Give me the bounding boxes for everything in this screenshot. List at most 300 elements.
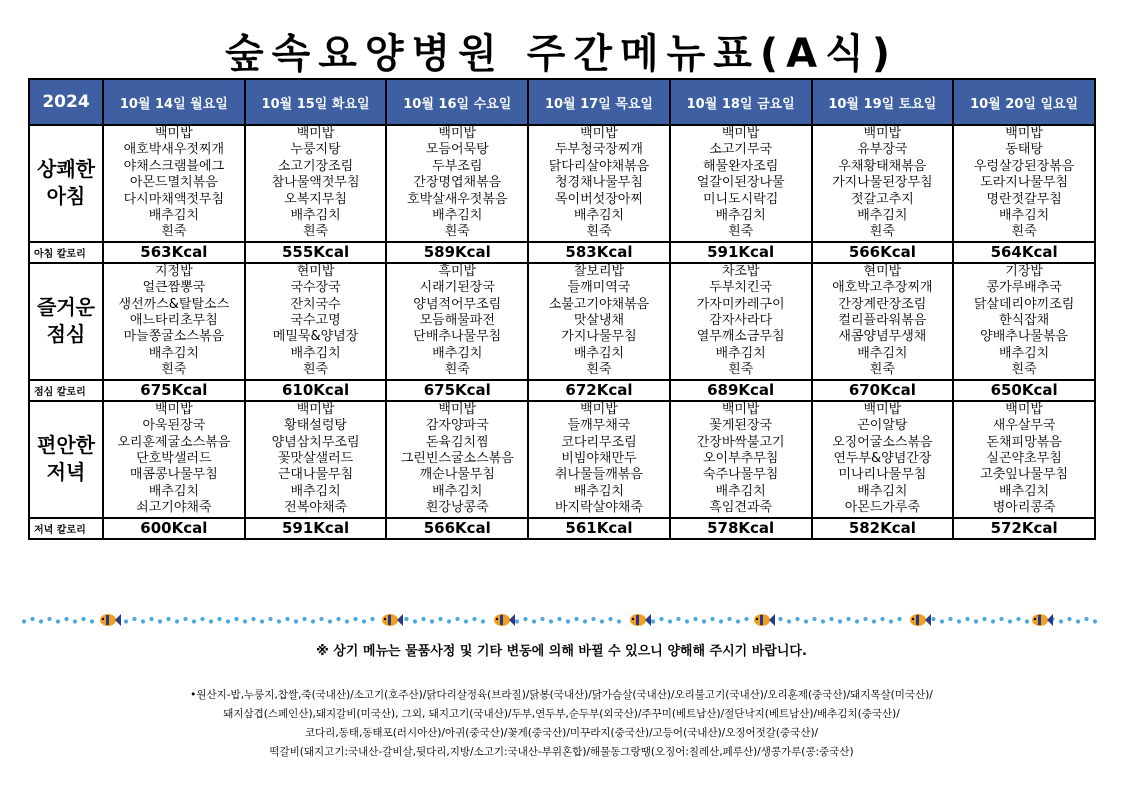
menu-item: 백미밥: [863, 401, 902, 417]
menu-item: 현미밥: [863, 263, 902, 279]
bubble-icon: [744, 617, 748, 621]
bubble-icon: [81, 617, 85, 621]
bubble-icon: [591, 617, 595, 621]
dinner-menu-cell: [528, 401, 670, 518]
menu-item: 해물완자조림: [702, 158, 779, 174]
menu-item: 배추김치: [998, 208, 1050, 224]
weekly-menu-table: [28, 78, 1096, 540]
header-row: [29, 79, 1095, 125]
bubble-icon: [158, 619, 162, 623]
menu-item: 백미밥: [721, 126, 760, 141]
menu-item: 애느타리초무침: [129, 313, 218, 329]
menu-item: 전복야채죽: [284, 500, 347, 516]
bubble-icon: [1008, 619, 1012, 623]
day-header-fri: 10월 18일 금요일: [670, 79, 812, 125]
menu-item: 우렁살강된장볶음: [973, 158, 1075, 174]
bubble-icon: [192, 619, 196, 623]
calorie-value: 650Kcal: [953, 380, 1095, 401]
fish-icon: [494, 614, 515, 626]
bubble-icon: [1025, 619, 1029, 623]
menu-item: 꽃맛살샐러드: [277, 450, 354, 466]
fish-icon: [382, 614, 403, 626]
bubble-icon: [821, 619, 825, 623]
menu-item: 가지나물된장무침: [832, 175, 933, 191]
bubble-icon: [659, 617, 663, 621]
menu-item: 현미밥: [296, 263, 335, 279]
bubble-icon: [999, 617, 1003, 621]
menu-item: 미나리나물무침: [838, 467, 927, 483]
bubble-icon: [693, 617, 697, 621]
menu-item: 모듬어묵탕: [425, 142, 489, 158]
menu-item: 배추김치: [998, 483, 1050, 499]
bubble-icon: [948, 617, 952, 621]
calorie-label: 점심 칼로리: [29, 380, 103, 401]
menu-item: 시래기된장국: [419, 280, 495, 296]
menu-item: 깨순나물무침: [419, 467, 495, 483]
calorie-label: 아침 칼로리: [29, 242, 103, 263]
menu-item: 양배추나물볶음: [980, 329, 1069, 345]
menu-item: 닭살데리야끼조림: [973, 296, 1075, 312]
menu-item: 배추김치: [432, 483, 483, 499]
menu-item: 꽃게된장국: [709, 418, 773, 434]
lunch-menu-cell: [953, 263, 1095, 380]
bubble-icon: [1067, 617, 1071, 621]
menu-item: 흰죽: [586, 362, 612, 378]
menu-item: 목이버섯장아찌: [555, 191, 643, 207]
calorie-value: 610Kcal: [245, 380, 387, 401]
menu-item: 젓갈고추지: [850, 191, 914, 207]
origin-line: •원산지-밥,누룽지,찹쌀,죽(국내산)/소고기(호주산)/닭다리살정육(브라질)/닭봉(국내산)/닭가슴살(국내산)/오리불고기(국내산)/오리훈제(중국산)/돼지목살(미국산)/: [190, 689, 933, 701]
bubble-icon: [30, 617, 34, 621]
menu-item: 배추김치: [148, 345, 199, 361]
origin-line: 돼지삼겹(스페인산),돼지갈비(미국산), 그외, 돼지고기(국내산)/두부,연두부,순두부(외국산)/주꾸미(베트남산)/절단낙지(베트남산)/배추김치(중국산)/: [223, 708, 900, 720]
bubble-icon: [200, 617, 204, 621]
menu-item: 매콤콩나물무침: [129, 467, 218, 483]
menu-item: 잔치국수: [290, 296, 341, 312]
breakfast-menu-cell: [245, 125, 387, 242]
menu-item: 배추김치: [432, 345, 483, 361]
bubble-icon: [829, 617, 833, 621]
menu-item: 배추김치: [573, 208, 625, 224]
lunch-calorie-row: [29, 380, 1095, 401]
fish-icon: [630, 614, 651, 626]
menu-item: 배추김치: [290, 345, 341, 361]
menu-item: 간장계란장조림: [838, 296, 927, 312]
bubble-icon: [863, 617, 867, 621]
menu-item: 흰죽: [302, 224, 329, 240]
dinner-row: [29, 401, 1095, 518]
bubble-icon: [727, 617, 731, 621]
menu-item: 백미밥: [296, 126, 335, 141]
menu-item: 백미밥: [580, 401, 618, 417]
menu-item: 백미밥: [438, 126, 477, 141]
menu-item: 배추김치: [573, 483, 625, 499]
bubble-icon: [838, 619, 842, 623]
menu-item: 누룽지탕: [290, 142, 341, 158]
calorie-value: 563Kcal: [103, 242, 245, 263]
bubble-icon: [617, 619, 621, 623]
dinner-calorie-row: [29, 518, 1095, 539]
bubble-icon: [251, 617, 255, 621]
day-header-wed: 10월 16일 수요일: [386, 79, 528, 125]
menu-item: 배추김치: [857, 208, 908, 224]
menu-item: 백미밥: [155, 126, 193, 141]
menu-item: 닭다리살야채볶음: [548, 158, 650, 174]
fish-icon: [910, 614, 931, 626]
menu-item: 아욱된장국: [142, 418, 206, 434]
menu-item: 도라지나물무침: [980, 175, 1069, 191]
breakfast-menu-cell: [386, 125, 528, 242]
bubble-icon: [39, 619, 43, 623]
calorie-value: 564Kcal: [953, 242, 1095, 263]
menu-item: 감자사라다: [709, 313, 773, 329]
lunch-row: [29, 263, 1095, 380]
bubble-icon: [651, 619, 655, 623]
calorie-value: 675Kcal: [386, 380, 528, 401]
fish-icon: [100, 614, 121, 626]
menu-item: 양념적어무조림: [413, 296, 502, 312]
bubble-icon: [294, 619, 298, 623]
bubble-icon: [47, 617, 51, 621]
calorie-value: 591Kcal: [245, 518, 387, 539]
menu-item: 백미밥: [580, 126, 618, 141]
lunch-menu-cell: [812, 263, 954, 380]
menu-item: 우채황태채볶음: [838, 158, 927, 174]
bubble-icon: [268, 617, 272, 621]
day-header-sun: 10월 20일 일요일: [953, 79, 1095, 125]
lunch-menu-cell: [386, 263, 528, 380]
bubble-icon: [991, 619, 995, 623]
bubble-icon: [940, 619, 944, 623]
menu-item: 백미밥: [438, 401, 477, 417]
bubble-icon: [1016, 617, 1020, 621]
bubble-icon: [523, 617, 527, 621]
bubble-icon: [702, 619, 706, 623]
menu-item: 흰강낭콩죽: [425, 500, 489, 516]
menu-item: 오징어굴소스볶음: [832, 434, 933, 450]
calorie-value: 689Kcal: [670, 380, 812, 401]
menu-item: 흰죽: [444, 224, 470, 240]
bubble-icon: [464, 619, 468, 623]
menu-item: 명란젓갈무침: [986, 191, 1062, 207]
bubble-icon: [132, 617, 136, 621]
bubble-icon: [1093, 619, 1097, 623]
menu-item: 황태설렁탕: [284, 418, 347, 434]
menu-item: 가자미카레구이: [696, 296, 785, 312]
bubble-icon: [285, 617, 289, 621]
menu-item: 소고기무국: [709, 142, 773, 158]
bubble-icon: [1059, 619, 1063, 623]
calorie-value: 675Kcal: [103, 380, 245, 401]
bubble-icon: [778, 617, 782, 621]
bubble-icon: [804, 619, 808, 623]
menu-item: 유부장국: [857, 142, 908, 158]
bubble-icon: [515, 619, 519, 623]
menu-item: 두부치킨국: [709, 280, 773, 296]
bubble-icon: [897, 617, 901, 621]
menu-item: 두부청국장찌개: [555, 142, 643, 158]
menu-item: 컬리플라워볶음: [838, 313, 927, 329]
menu-item: 배추김치: [573, 345, 625, 361]
lunch-label: [29, 263, 103, 380]
menu-item: 흰죽: [444, 362, 470, 378]
meal-label-line: 아침: [46, 184, 86, 209]
calorie-value: 561Kcal: [528, 518, 670, 539]
menu-item: 소고기장조림: [277, 158, 354, 174]
menu-item: 취나물들깨볶음: [555, 467, 643, 483]
bubble-icon: [795, 617, 799, 621]
menu-item: 돈육김치찜: [425, 434, 489, 450]
menu-item: 메밀묵&양념장: [272, 329, 359, 345]
bubble-icon: [1076, 619, 1080, 623]
bubble-icon: [430, 619, 434, 623]
menu-item: 백미밥: [155, 401, 193, 417]
bubble-icon: [600, 619, 604, 623]
menu-item: 배추김치: [432, 208, 483, 224]
bubble-icon: [319, 617, 323, 621]
bubble-icon: [370, 617, 374, 621]
bubble-icon: [302, 617, 306, 621]
bubble-icon: [532, 619, 536, 623]
page-title: 숲속요양병원 주간메뉴표(A식): [224, 31, 899, 77]
bubble-icon: [124, 619, 128, 623]
menu-item: 얼큰짬뽕국: [142, 280, 206, 296]
calorie-value: 572Kcal: [953, 518, 1095, 539]
menu-item: 지정밥: [155, 263, 193, 279]
menu-item: 맛살냉채: [573, 313, 625, 329]
menu-item: 그린빈스굴소스볶음: [400, 450, 514, 466]
bubble-icon: [260, 619, 264, 623]
menu-item: 코다리무조림: [561, 434, 637, 450]
menu-item: 들깨미역국: [567, 280, 631, 296]
origin-line: 떡갈비(돼지고기:국내산-갈비살,뒷다리,지방/소고기:국내산-부위혼합)/해물동그랑땡(오징어:칠레산,페루산)/생콩가루(콩:중국산): [269, 746, 854, 758]
menu-item: 배추김치: [148, 208, 199, 224]
bubble-icon: [481, 619, 485, 623]
menu-item: 고춧잎나물무침: [980, 467, 1069, 483]
menu-item: 곤이알탕: [857, 418, 908, 434]
menu-item: 호박살새우젓볶음: [407, 191, 508, 207]
breakfast-calorie-row: [29, 242, 1095, 263]
bubble-icon: [965, 617, 969, 621]
origin-line: 코다리,동태,동태포(러시아산)/아귀(중국산)/꽃게(중국산)/미꾸라지(중국산)/고등어(국내산)/오징어젓갈(중국산)/: [304, 727, 819, 739]
menu-item: 가지나물무침: [561, 329, 637, 345]
day-header-thu: 10월 17일 목요일: [528, 79, 670, 125]
bubble-icon: [438, 617, 442, 621]
bubble-icon: [311, 619, 315, 623]
menu-item: 열무깨소금무침: [696, 329, 785, 345]
menu-item: 배추김치: [148, 483, 199, 499]
bubble-icon: [183, 617, 187, 621]
day-header-sat: 10월 19일 토요일: [812, 79, 954, 125]
menu-item: 애호박고추장찌개: [832, 280, 933, 296]
bubble-icon: [243, 619, 247, 623]
fish-icon: [754, 614, 775, 626]
menu-item: 청경채나물무침: [555, 175, 643, 191]
menu-item: 양념삼치무조림: [271, 434, 360, 450]
bubble-icon: [328, 619, 332, 623]
menu-item: 소불고기야채볶음: [548, 296, 650, 312]
bubble-icon: [982, 617, 986, 621]
menu-item: 배추김치: [290, 483, 341, 499]
bubble-icon: [608, 617, 612, 621]
bubble-icon: [1084, 617, 1088, 621]
menu-item: 흰죽: [869, 224, 895, 240]
bubble-icon: [336, 617, 340, 621]
calorie-label: 저녁 칼로리: [29, 518, 103, 539]
bubble-icon: [353, 617, 357, 621]
menu-item: 배추김치: [857, 345, 908, 361]
bubble-icon: [56, 619, 60, 623]
bubble-icon: [855, 619, 859, 623]
bubble-icon: [557, 617, 561, 621]
fish-icon: [1032, 614, 1053, 626]
menu-item: 애호박새우젓찌개: [123, 142, 225, 158]
bubble-icon: [277, 619, 281, 623]
menu-item: 흰죽: [161, 224, 187, 240]
menu-item: 오이부추무침: [702, 450, 779, 466]
bubble-icon: [685, 619, 689, 623]
menu-item: 비빔야채만두: [561, 450, 637, 466]
menu-item: 콩가루배추국: [986, 280, 1062, 296]
dinner-menu-cell: [386, 401, 528, 518]
calorie-value: 672Kcal: [528, 380, 670, 401]
bubble-icon: [583, 619, 587, 623]
calorie-value: 591Kcal: [670, 242, 812, 263]
calorie-value: 589Kcal: [386, 242, 528, 263]
bubble-icon: [447, 619, 451, 623]
menu-item: 국수고명: [290, 313, 341, 329]
bubble-icon: [226, 619, 230, 623]
bubble-icon: [413, 619, 417, 623]
year-header: 2024: [29, 79, 103, 125]
bubble-icon: [787, 619, 791, 623]
menu-item: 생선까스&탈탈소스: [118, 296, 230, 312]
bubble-icon: [455, 617, 459, 621]
dinner-menu-cell: [812, 401, 954, 518]
lunch-menu-cell: [245, 263, 387, 380]
menu-item: 실곤약초무침: [986, 450, 1062, 466]
bubble-icon: [141, 619, 145, 623]
menu-item: 배추김치: [715, 208, 766, 224]
menu-item: 오리훈제굴소스볶음: [117, 434, 231, 450]
menu-item: 흰죽: [728, 224, 754, 240]
bubble-icon: [175, 619, 179, 623]
menu-item: 간장명엽채볶음: [413, 175, 502, 191]
calorie-value: 670Kcal: [812, 380, 954, 401]
menu-item: 간장바싹불고기: [696, 434, 785, 450]
bubble-icon: [421, 617, 425, 621]
breakfast-menu-cell: [103, 125, 245, 242]
bubble-icon: [676, 617, 680, 621]
dinner-menu-cell: [103, 401, 245, 518]
menu-item: 오복지무침: [284, 191, 347, 207]
menu-item: 연두부&양념간장: [833, 450, 932, 466]
dinner-label: [29, 401, 103, 518]
menu-item: 배추김치: [715, 483, 766, 499]
menu-item: 미니도시락김: [702, 191, 779, 207]
lunch-menu-cell: [103, 263, 245, 380]
origin-info: [40, 686, 1083, 762]
menu-item: 흑미밥: [438, 263, 477, 279]
menu-change-notice: ※ 상기 메뉴는 물품사정 및 기타 변동에 의해 바뀔 수 있으니 양해해 주시기 바랍니다.: [316, 644, 807, 659]
menu-item: 흰죽: [161, 362, 187, 378]
bubble-icon: [872, 619, 876, 623]
calorie-value: 566Kcal: [386, 518, 528, 539]
calorie-value: 583Kcal: [528, 242, 670, 263]
menu-item: 배추김치: [857, 483, 908, 499]
menu-item: 병아리콩죽: [992, 500, 1056, 516]
bubble-icon: [710, 617, 714, 621]
bubble-icon: [362, 619, 366, 623]
bubble-icon: [846, 617, 850, 621]
lunch-menu-cell: [670, 263, 812, 380]
bubble-icon: [540, 617, 544, 621]
menu-item: 백미밥: [296, 401, 335, 417]
dinner-menu-cell: [245, 401, 387, 518]
bubble-icon: [889, 619, 893, 623]
menu-item: 아몬드멸치볶음: [129, 175, 218, 191]
menu-item: 백미밥: [721, 401, 760, 417]
bubble-icon: [549, 619, 553, 623]
dinner-menu-cell: [953, 401, 1095, 518]
menu-item: 배추김치: [998, 345, 1050, 361]
bubble-icon: [90, 619, 94, 623]
menu-item: 두부조림: [432, 158, 483, 174]
breakfast-row: [29, 125, 1095, 242]
menu-item: 야채스크램블에그: [123, 158, 225, 174]
bubble-icon: [668, 619, 672, 623]
bubble-icon: [472, 617, 476, 621]
menu-item: 흰죽: [1011, 224, 1037, 240]
bubble-icon: [812, 617, 816, 621]
menu-item: 돈채피망볶음: [986, 434, 1062, 450]
menu-item: 새우살무국: [992, 418, 1056, 434]
bubble-icon: [719, 619, 723, 623]
menu-item: 흰죽: [1011, 362, 1037, 378]
menu-item: 동태탕: [1005, 142, 1043, 158]
breakfast-menu-cell: [528, 125, 670, 242]
bubble-icon: [73, 619, 77, 623]
bubble-icon: [22, 619, 26, 623]
menu-item: 흑임견과죽: [709, 500, 773, 516]
bubble-icon: [974, 619, 978, 623]
bubble-icon: [736, 619, 740, 623]
day-header-mon: 10월 14일 월요일: [103, 79, 245, 125]
meal-label-line: 점심: [46, 322, 86, 347]
breakfast-menu-cell: [812, 125, 954, 242]
menu-item: 모듬해물파전: [419, 313, 495, 329]
breakfast-label: [29, 125, 103, 242]
bubble-icon: [149, 617, 153, 621]
bubble-icon: [957, 619, 961, 623]
menu-item: 단배추나물무침: [413, 329, 502, 345]
menu-item: 흰죽: [728, 362, 754, 378]
menu-item: 얼갈이된장나물: [696, 175, 785, 191]
calorie-value: 566Kcal: [812, 242, 954, 263]
menu-item: 백미밥: [1005, 401, 1043, 417]
bubble-icon: [404, 617, 408, 621]
meal-label-line: 저녁: [46, 460, 86, 485]
bubble-icon: [234, 617, 238, 621]
menu-item: 차조밥: [721, 263, 760, 279]
fish-bubble-divider: [18, 612, 1106, 628]
bubble-icon: [931, 617, 935, 621]
breakfast-menu-cell: [670, 125, 812, 242]
bubble-icon: [217, 617, 221, 621]
menu-item: 배추김치: [715, 345, 766, 361]
menu-item: 기장밥: [1005, 263, 1043, 279]
menu-item: 아몬드가루죽: [844, 500, 921, 516]
